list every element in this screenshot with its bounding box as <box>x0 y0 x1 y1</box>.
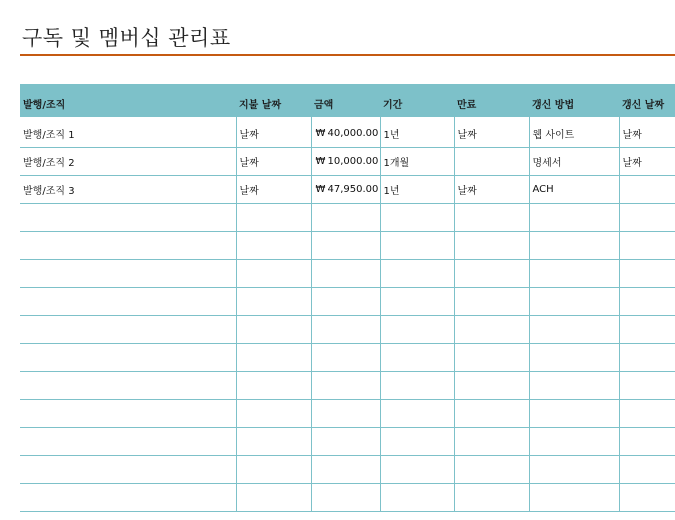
term-cell[interactable]: 1년 <box>380 176 454 204</box>
payment-date-cell[interactable] <box>236 400 311 428</box>
expiration-cell[interactable] <box>454 484 529 512</box>
term-cell[interactable] <box>380 428 454 456</box>
renewal-method-cell[interactable] <box>529 372 619 400</box>
term-cell[interactable] <box>380 484 454 512</box>
term-cell[interactable] <box>380 372 454 400</box>
publisher-cell[interactable]: 발행/조직 1 <box>20 117 236 148</box>
renewal-method-cell[interactable] <box>529 316 619 344</box>
payment-date-cell[interactable] <box>236 344 311 372</box>
expiration-cell[interactable]: 날짜 <box>454 117 529 148</box>
table-row <box>20 260 675 288</box>
payment-date-cell[interactable] <box>236 260 311 288</box>
term-cell[interactable] <box>380 400 454 428</box>
amount-cell[interactable] <box>311 176 380 204</box>
renewal-method-cell[interactable]: ACH <box>529 176 619 204</box>
table-body <box>20 117 675 512</box>
amount-cell[interactable] <box>311 288 380 316</box>
renewal-date-cell[interactable] <box>619 176 675 204</box>
renewal-date-cell[interactable] <box>619 372 675 400</box>
amount-cell[interactable] <box>311 428 380 456</box>
publisher-cell[interactable] <box>20 484 236 512</box>
renewal-method-cell[interactable] <box>529 288 619 316</box>
renewal-method-cell[interactable] <box>529 260 619 288</box>
renewal-date-cell[interactable] <box>619 484 675 512</box>
subscription-table-container <box>20 84 675 512</box>
payment-date-cell[interactable]: 날짜 <box>236 176 311 204</box>
term-cell[interactable] <box>380 288 454 316</box>
renewal-date-cell[interactable] <box>619 428 675 456</box>
expiration-cell[interactable] <box>454 260 529 288</box>
term-cell[interactable] <box>380 232 454 260</box>
renewal-method-cell[interactable] <box>529 428 619 456</box>
header-term[interactable]: 기간 <box>380 84 454 117</box>
renewal-method-cell[interactable] <box>529 204 619 232</box>
table-row <box>20 316 675 344</box>
expiration-cell[interactable] <box>454 288 529 316</box>
page-title: 구독 및 멤버십 관리표 <box>22 26 231 50</box>
payment-date-cell[interactable]: 날짜 <box>236 117 311 148</box>
publisher-cell[interactable] <box>20 372 236 400</box>
renewal-method-cell[interactable]: 명세서 <box>529 148 619 176</box>
table-row <box>20 372 675 400</box>
amount-cell[interactable] <box>311 400 380 428</box>
amount-cell[interactable] <box>311 456 380 484</box>
amount-cell[interactable] <box>311 344 380 372</box>
currency-symbol: ₩ <box>315 184 326 195</box>
publisher-cell[interactable] <box>20 316 236 344</box>
header-publisher[interactable]: 발행/조직 <box>20 84 236 117</box>
amount-cell[interactable] <box>311 316 380 344</box>
renewal-method-cell[interactable]: 웹 사이트 <box>529 117 619 148</box>
publisher-cell[interactable]: 발행/조직 3 <box>20 176 236 204</box>
amount-cell[interactable] <box>311 260 380 288</box>
table-row <box>20 400 675 428</box>
renewal-date-cell[interactable] <box>619 232 675 260</box>
term-cell[interactable] <box>380 316 454 344</box>
renewal-date-cell[interactable]: 날짜 <box>619 148 675 176</box>
currency-symbol: ₩ <box>315 128 326 139</box>
currency-symbol: ₩ <box>315 156 326 167</box>
payment-date-cell[interactable] <box>236 288 311 316</box>
publisher-cell[interactable] <box>20 400 236 428</box>
publisher-cell[interactable] <box>20 456 236 484</box>
table-row <box>20 428 675 456</box>
table-row <box>20 176 675 204</box>
amount-cell[interactable] <box>311 372 380 400</box>
payment-date-cell[interactable]: 날짜 <box>236 148 311 176</box>
expiration-cell[interactable] <box>454 232 529 260</box>
renewal-method-cell[interactable] <box>529 400 619 428</box>
renewal-method-cell[interactable] <box>529 232 619 260</box>
payment-date-cell[interactable] <box>236 204 311 232</box>
header-renewal-method[interactable]: 갱신 방법 <box>529 84 619 117</box>
publisher-cell[interactable] <box>20 204 236 232</box>
expiration-cell[interactable] <box>454 204 529 232</box>
payment-date-cell[interactable] <box>236 372 311 400</box>
renewal-method-cell[interactable] <box>529 456 619 484</box>
renewal-date-cell[interactable] <box>619 344 675 372</box>
renewal-date-cell[interactable] <box>619 316 675 344</box>
table-row <box>20 204 675 232</box>
expiration-cell[interactable]: 날짜 <box>454 176 529 204</box>
payment-date-cell[interactable] <box>236 232 311 260</box>
renewal-method-cell[interactable] <box>529 484 619 512</box>
amount-cell[interactable] <box>311 484 380 512</box>
table-row <box>20 484 675 512</box>
expiration-cell[interactable] <box>454 456 529 484</box>
term-cell[interactable] <box>380 456 454 484</box>
payment-date-cell[interactable] <box>236 484 311 512</box>
payment-date-cell[interactable] <box>236 316 311 344</box>
header-amount[interactable]: 금액 <box>311 84 380 117</box>
term-cell[interactable]: 1년 <box>380 117 454 148</box>
publisher-cell[interactable] <box>20 288 236 316</box>
term-cell[interactable] <box>380 260 454 288</box>
expiration-cell[interactable] <box>454 316 529 344</box>
header-expiration[interactable]: 만료 <box>454 84 529 117</box>
term-cell[interactable] <box>380 344 454 372</box>
table-row <box>20 288 675 316</box>
renewal-date-cell[interactable] <box>619 456 675 484</box>
publisher-cell[interactable] <box>20 344 236 372</box>
publisher-cell[interactable]: 발행/조직 2 <box>20 148 236 176</box>
expiration-cell[interactable] <box>454 400 529 428</box>
expiration-cell[interactable] <box>454 428 529 456</box>
subscription-table <box>20 84 675 512</box>
renewal-date-cell[interactable]: 날짜 <box>619 117 675 148</box>
expiration-cell[interactable] <box>454 344 529 372</box>
amount-cell[interactable] <box>311 232 380 260</box>
renewal-date-cell[interactable] <box>619 204 675 232</box>
payment-date-cell[interactable] <box>236 428 311 456</box>
expiration-cell[interactable] <box>454 372 529 400</box>
expiration-cell[interactable] <box>454 148 529 176</box>
renewal-date-cell[interactable] <box>619 288 675 316</box>
term-cell[interactable] <box>380 204 454 232</box>
renewal-method-cell[interactable] <box>529 344 619 372</box>
term-cell[interactable]: 1개월 <box>380 148 454 176</box>
renewal-date-cell[interactable] <box>619 400 675 428</box>
renewal-date-cell[interactable] <box>619 260 675 288</box>
header-payment-date[interactable]: 지불 날짜 <box>236 84 311 117</box>
title-underline <box>20 54 675 56</box>
publisher-cell[interactable] <box>20 428 236 456</box>
header-row <box>20 84 675 117</box>
amount-value: 10,000.00 <box>327 156 379 167</box>
payment-date-cell[interactable] <box>236 456 311 484</box>
table-row <box>20 232 675 260</box>
table-row <box>20 117 675 148</box>
header-renewal-date[interactable]: 갱신 날짜 <box>619 84 675 117</box>
table-row <box>20 344 675 372</box>
amount-cell[interactable] <box>311 148 380 176</box>
publisher-cell[interactable] <box>20 260 236 288</box>
publisher-cell[interactable] <box>20 232 236 260</box>
amount-value: 47,950.00 <box>327 184 379 195</box>
table-row <box>20 148 675 176</box>
amount-cell[interactable] <box>311 117 380 148</box>
amount-cell[interactable] <box>311 204 380 232</box>
amount-value: 40,000.00 <box>327 128 379 139</box>
table-row <box>20 456 675 484</box>
